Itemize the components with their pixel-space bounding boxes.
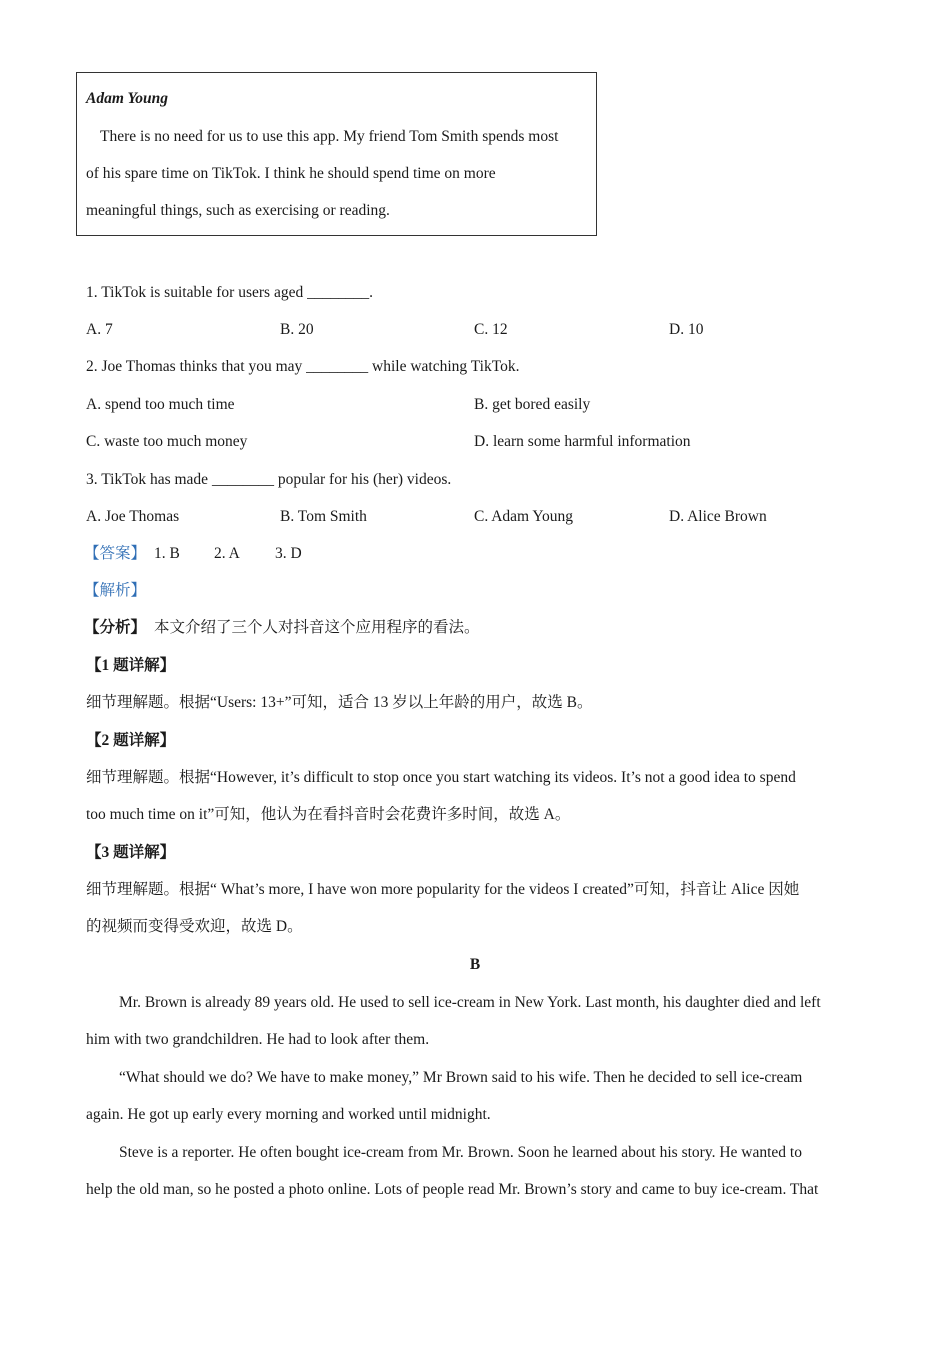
box-line-2: of his spare time on TikTok. I think he should spend time on more <box>86 165 496 182</box>
q3-detail-text-1: 细节理解题。根据“ What’s more, I have won more popularity for the videos I created”可知，抖音让 Alice 因她 <box>86 881 800 898</box>
q3-option-a: A. Joe Thomas <box>86 508 180 525</box>
answer-label: 【答案】 <box>84 545 147 562</box>
q2-detail-text-2: too much time on it”可知，他认为在看抖音时会花费许多时间，故选 A。 <box>86 806 571 823</box>
q3-option-b: B. Tom Smith <box>280 508 367 525</box>
section-b-line-5: Steve is a reporter. He often bought ice-cream from Mr. Brown. Soon he learned about his story. He wanted to <box>119 1144 802 1161</box>
answer-item-3: 3. D <box>275 545 302 562</box>
q2-option-b: B. get bored easily <box>474 396 591 413</box>
box-author: Adam Young <box>86 90 168 107</box>
analysis-label: 【解析】 <box>84 582 147 599</box>
q2-detail-label: 【2 题详解】 <box>86 732 176 749</box>
q1-detail-text: 细节理解题。根据“Users: 13+”可知，适合 13 岁以上年龄的用户，故选 B。 <box>86 694 593 711</box>
section-b-heading: B <box>469 956 481 973</box>
q1-option-c: C. 12 <box>474 321 508 338</box>
q2-option-c: C. waste too much money <box>86 433 248 450</box>
q3-detail-label: 【3 题详解】 <box>86 844 176 861</box>
answer-item-2: 2. A <box>214 545 240 562</box>
passage-box <box>76 72 597 236</box>
summary-text: 本文介绍了三个人对抖音这个应用程序的看法。 <box>154 619 480 636</box>
q3-detail-text-2: 的视频而变得受欢迎，故选 D。 <box>86 918 303 935</box>
q1-option-d: D. 10 <box>669 321 704 338</box>
box-line-3: meaningful things, such as exercising or reading. <box>86 202 390 219</box>
question-3-stem: 3. TikTok has made ________ popular for his (her) videos. <box>86 471 452 488</box>
section-b-line-4: again. He got up early every morning and worked until midnight. <box>86 1106 491 1123</box>
question-1-stem: 1. TikTok is suitable for users aged ________. <box>86 284 373 301</box>
section-b-line-1: Mr. Brown is already 89 years old. He used to sell ice-cream in New York. Last month, his daughter died and left <box>119 994 821 1011</box>
question-2-stem: 2. Joe Thomas thinks that you may ________ while watching TikTok. <box>86 358 520 375</box>
q2-detail-text-1: 细节理解题。根据“However, it’s difficult to stop once you start watching its videos. It’s not a good idea to spend <box>86 769 796 786</box>
q3-option-d: D. Alice Brown <box>669 508 767 525</box>
q2-option-d: D. learn some harmful information <box>474 433 691 450</box>
q1-detail-label: 【1 题详解】 <box>86 657 176 674</box>
section-b-line-2: him with two grandchildren. He had to look after them. <box>86 1031 430 1048</box>
q1-option-a: A. 7 <box>86 321 113 338</box>
answer-item-1: 1. B <box>154 545 180 562</box>
section-b-line-3: “What should we do? We have to make money,” Mr Brown said to his wife. Then he decided to sell ice-cream <box>119 1069 803 1086</box>
q1-option-b: B. 20 <box>280 321 314 338</box>
section-b-line-6: help the old man, so he posted a photo online. Lots of people read Mr. Brown’s story and came to buy ice-cream. That <box>86 1181 819 1198</box>
q3-option-c: C. Adam Young <box>474 508 574 525</box>
summary-label: 【分析】 <box>84 619 147 636</box>
q2-option-a: A. spend too much time <box>86 396 235 413</box>
box-line-1: There is no need for us to use this app. My friend Tom Smith spends most <box>100 128 559 145</box>
